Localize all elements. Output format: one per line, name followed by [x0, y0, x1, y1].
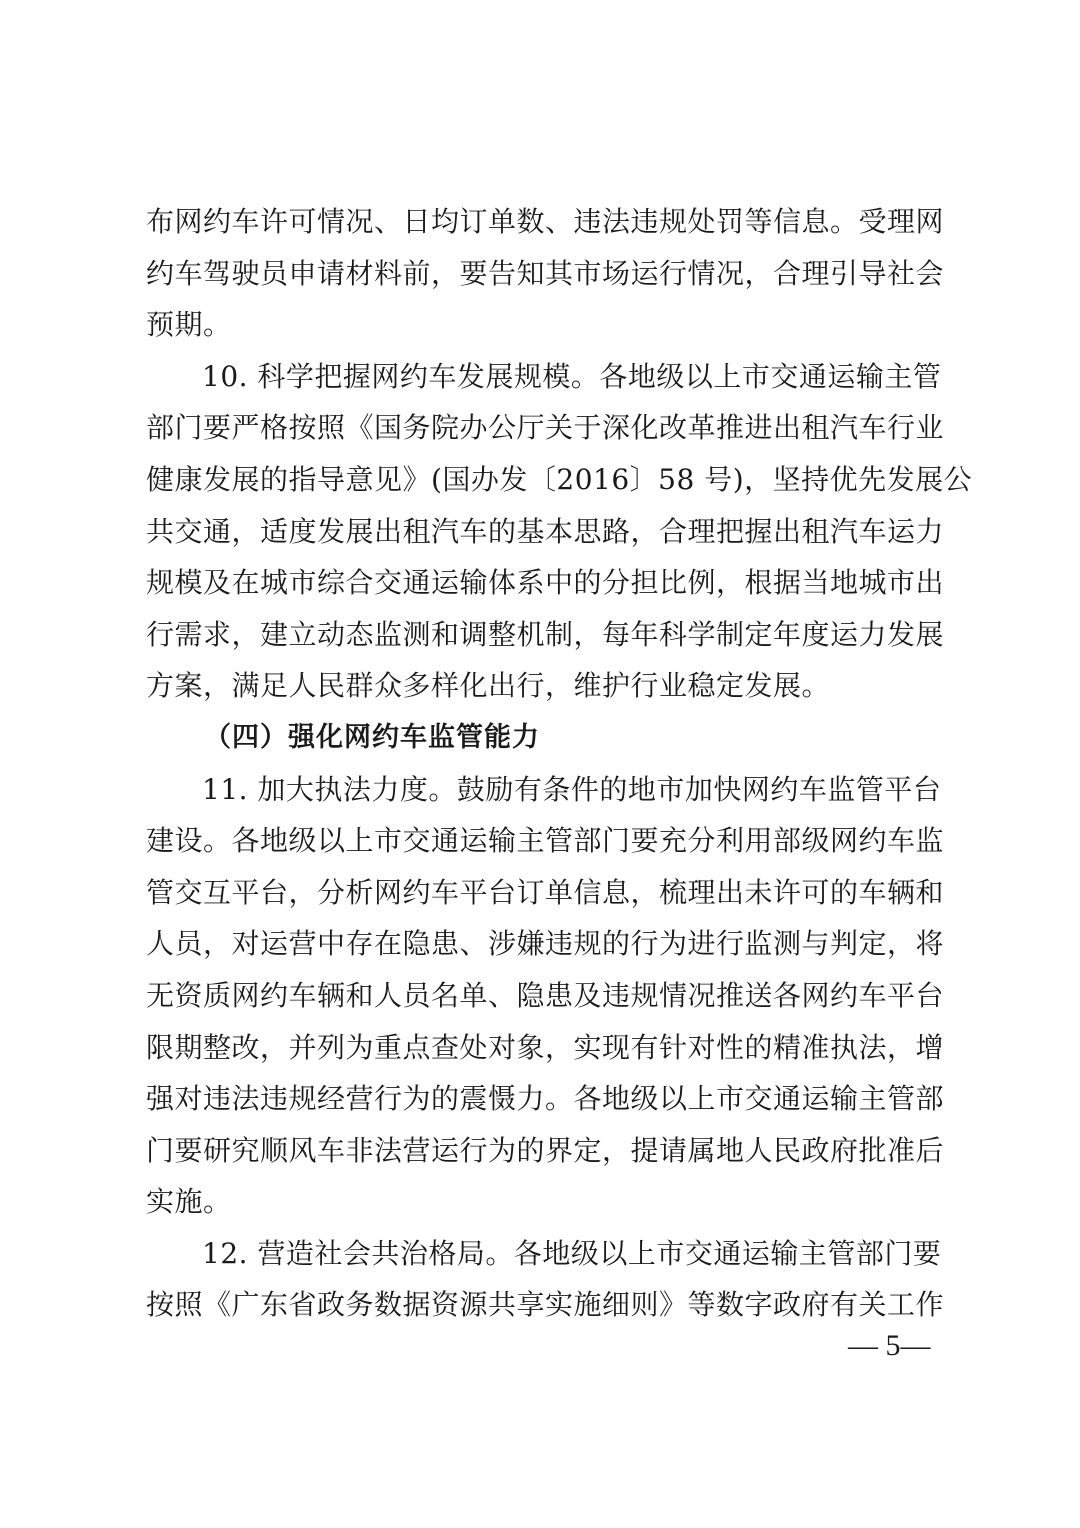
paragraph-line: 部门要严格按照《国务院办公厅关于深化改革推进出租汽车行业: [146, 411, 945, 445]
paragraph-line: 建设。各地级以上市交通运输主管部门要充分利用部级网约车监: [146, 824, 945, 858]
paragraph-line: 预期。: [146, 308, 232, 342]
paragraph-line: 限期整改，并列为重点查处对象，实现有针对性的精准执法，增: [146, 1030, 945, 1064]
paragraph-line: 强对违法违规经营行为的震慑力。各地级以上市交通运输主管部: [146, 1082, 945, 1116]
paragraph-line: 规模及在城市综合交通运输体系中的分担比例，根据当地城市出: [146, 566, 945, 600]
paragraph-line: 无资质网约车辆和人员名单、隐患及违规情况推送各网约车平台: [146, 978, 945, 1012]
section-11-title-line: 11. 加大执法力度。鼓励有条件的地市加快网约车监管平台: [202, 772, 942, 806]
paragraph-line: 健康发展的指导意见》(国办发〔2016〕58 号)，坚持优先发展公: [146, 462, 973, 496]
page-number: — 5—: [848, 1329, 931, 1362]
section-10-title-line: 10. 科学把握网约车发展规模。各地级以上市交通运输主管: [202, 359, 942, 393]
body-text: [146, 196, 973, 1331]
paragraph-line: 管交互平台，分析网约车平台订单信息，梳理出未许可的车辆和: [146, 875, 945, 909]
paragraph-line: 实施。: [146, 1185, 232, 1219]
paragraph-line: 门要研究顺风车非法营运行为的界定，提请属地人民政府批准后: [146, 1133, 945, 1167]
paragraph-line: 布网约车许可情况、日均订单数、违法违规处罚等信息。受理网: [146, 205, 945, 238]
paragraph-line: 按照《广东省政务数据资源共享实施细则》等数字政府有关工作: [146, 1288, 945, 1322]
section-heading: （四）强化网约车监管能力: [204, 721, 540, 753]
paragraph-line: 共交通，适度发展出租汽车的基本思路，合理把握出租汽车运力: [146, 514, 945, 548]
paragraph-line: 约车驾驶员申请材料前，要告知其市场运行情况，合理引导社会: [146, 256, 945, 290]
paragraph-line: 方案，满足人民群众多样化出行，维护行业稳定发展。: [146, 669, 831, 703]
paragraph-line: 人员，对运营中存在隐患、涉嫌违规的行为进行监测与判定，将: [146, 927, 945, 961]
paragraph-line: 行需求，建立动态监测和调整机制，每年科学制定年度运力发展: [146, 617, 945, 651]
section-12-title-line: 12. 营造社会共治格局。各地级以上市交通运输主管部门要: [202, 1236, 942, 1270]
